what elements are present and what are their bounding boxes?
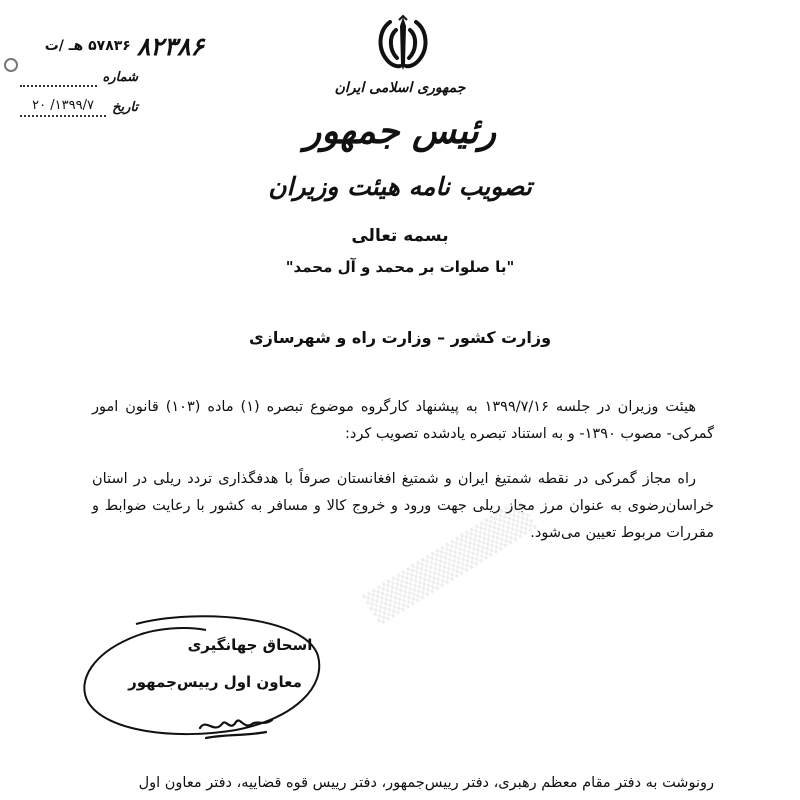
body-paragraph-1: هیئت وزیران در جلسه ۱۳۹۹/۷/۱۶ به پیشنهاد کارگروه موضوع تبصره (۱) ماده (۱۰۳) قانون امور گمرکی- مصوب ۱۳۹۰- و به استناد تبصره یادشده تصویب کرد:	[92, 399, 714, 442]
iran-emblem-icon	[373, 14, 433, 74]
recipients-line: وزارت کشور – وزارت راه و شهرسازی	[248, 328, 552, 347]
cc-line: رونوشت به دفتر مقام معظم رهبری، دفتر رییس‌جمهور، دفتر رییس قوه قضاییه، دفتر معاون اول	[138, 775, 714, 791]
signatory-name: اسحاق جهانگیری	[187, 636, 313, 654]
republic-title: جمهوری اسلامی ایران	[334, 80, 466, 96]
number-field	[20, 66, 138, 88]
date-field	[20, 96, 138, 118]
date-value: ۱۳۹۹/۷/ ۲۰	[20, 97, 106, 117]
president-title: رئیس جمهور	[303, 110, 497, 152]
cabinet-resolution-title: تصویب نامه هیئت وزیران	[268, 172, 532, 201]
watermark-stamp: ▒▒▒▒▒▒▒▒	[362, 498, 538, 627]
reference-number-small: ۵۷۸۳۶ هـ /ت	[44, 38, 131, 54]
date-label: تاریخ	[112, 99, 138, 115]
reference-number-big: ۸۲۳۸۶	[136, 31, 204, 61]
number-line	[20, 67, 97, 87]
signatory-title: معاون اول رییس‌جمهور	[128, 673, 302, 691]
bismillah-heading: بسمه تعالی	[351, 226, 449, 246]
number-label: شماره	[102, 69, 138, 85]
salawat-line: "با صلوات بر محمد و آل محمد"	[285, 258, 515, 276]
body-paragraph-2: راه مجاز گمرکی در نقطه شمتیغ ایران و شمتیغ افغانستان صرفاً با هدفگذاری تردد ریلی در استان خراسان‌رضوی به عنوان مرز مجاز ریلی جهت ورود و خروج کالا و مسافر به کشور با رعایت ضوابط و مقررات مربوط تعیین می‌شود.	[92, 471, 714, 541]
reference-number	[14, 32, 204, 60]
punch-hole-icon	[4, 58, 18, 72]
handwritten-signature-icon	[196, 704, 276, 744]
